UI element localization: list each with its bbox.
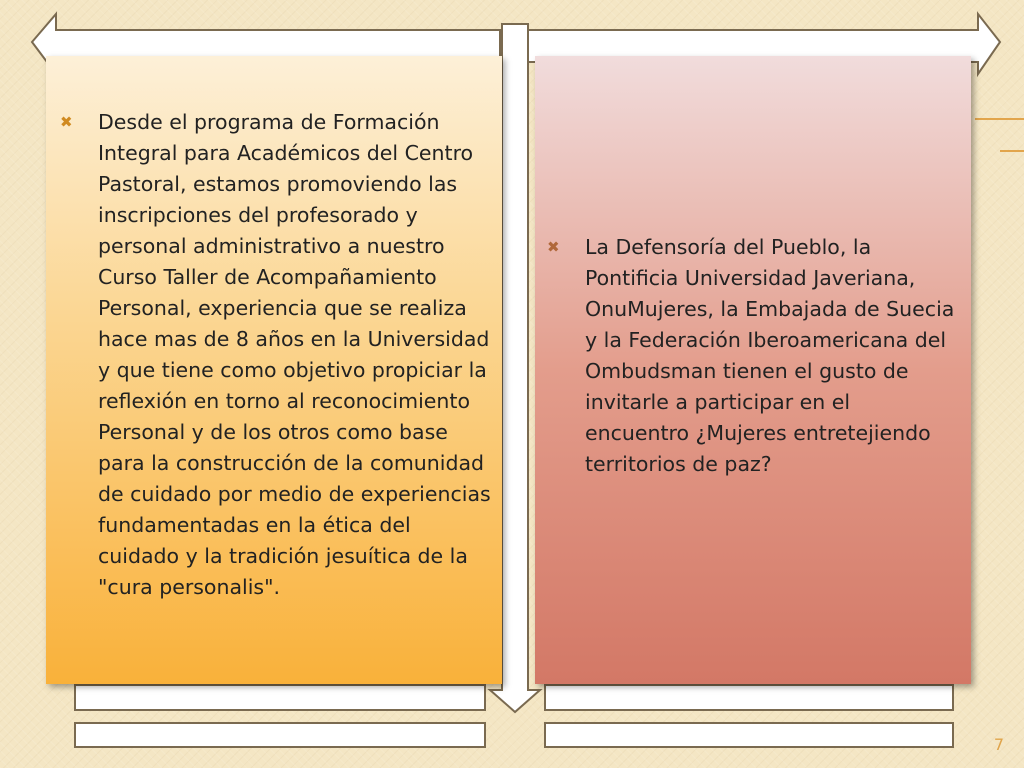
left-bullet-text: Desde el programa de Formación Integral para Académicos del Centro Pastoral, estamos promoviendo las inscripciones del profesorado y personal administrativo a nuestro Curso Taller de Acompañamiento Personal, experiencia que se realiza hace mas de 8 años en la Universidad y que tiene como objetivo propiciar la reflexión en torno al reconocimiento Personal y de los otros como base para la construcción de la comunidad de cuidado por medio de experiencias fundamentadas en la ética del cuidado y la tradición jesuítica de la "cura personalis".	[98, 110, 491, 599]
right-bullet-text: La Defensoría del Pueblo, la Pontificia Universidad Javeriana, OnuMujeres, la Embajada de Suecia y la Federación Iberoamericana del Ombudsman tienen el gusto de invitarle a participar en el encuentro ¿Mujeres entretejiendo territorios de paz?	[585, 235, 955, 476]
x-bullet-icon: ✖	[60, 113, 73, 131]
bottom-box-left-2	[74, 722, 486, 748]
bottom-box-right-2	[544, 722, 954, 748]
bottom-box-left-1	[74, 684, 486, 711]
right-bullet-item	[547, 232, 960, 480]
left-bullet-item	[60, 107, 493, 603]
page-number: 7	[993, 735, 1004, 754]
x-bullet-icon: ✖	[547, 238, 560, 256]
bottom-box-right-1	[544, 684, 954, 711]
